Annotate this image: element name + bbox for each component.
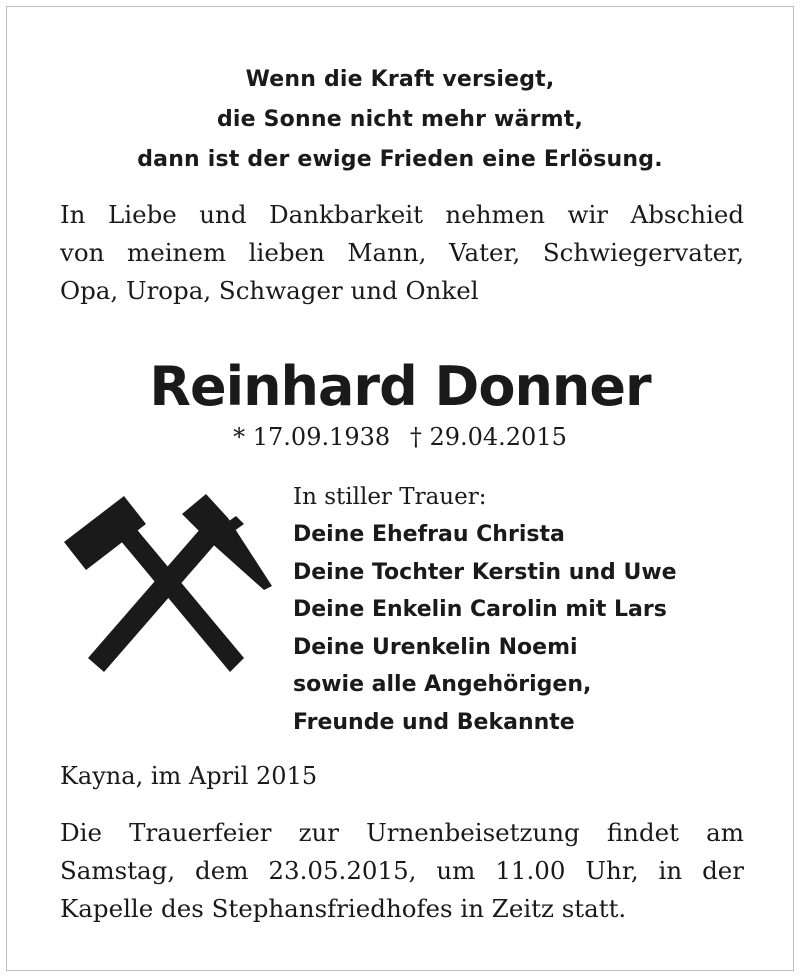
mourner-entry: Deine Ehefrau Christa bbox=[293, 522, 565, 547]
place-and-date: Kayna, im April 2015 bbox=[60, 762, 318, 790]
mourners-block bbox=[293, 478, 677, 742]
intro-line: In Liebe und Dankbarkeit nehmen wir Abschied bbox=[60, 200, 744, 229]
ceremony-line: Die Trauerfeier zur Urnenbeisetzung findet am bbox=[60, 818, 744, 847]
life-dates bbox=[0, 421, 800, 453]
mourner-entry: Deine Tochter Kerstin und Uwe bbox=[293, 559, 677, 585]
motto-line: dann ist der ewige Frieden eine Erlösung. bbox=[137, 147, 663, 172]
motto-line: die Sonne nicht mehr wärmt, bbox=[216, 107, 584, 132]
deceased-name: Reinhard Donner bbox=[149, 355, 651, 418]
mourners-label: In stiller Trauer: bbox=[293, 484, 487, 510]
mourner-entry: Freunde und Bekannte bbox=[293, 709, 575, 735]
mourner-entry: sowie alle Angehörigen, bbox=[293, 672, 592, 698]
motto-verse bbox=[0, 60, 800, 180]
crossed-hammers-icon bbox=[58, 490, 276, 678]
mourner-entry: Deine Enkelin Carolin mit Lars bbox=[293, 597, 667, 623]
ceremony-line: Kapelle des Stephansfriedhofes in Zeitz statt. bbox=[60, 894, 627, 923]
birth-date: * 17.09.1938 bbox=[233, 423, 391, 451]
intro-text bbox=[60, 196, 744, 310]
ceremony-line: Samstag, dem 23.05.2015, um 11.00 Uhr, in der bbox=[60, 856, 744, 885]
motto-line: Wenn die Kraft versiegt, bbox=[245, 67, 555, 92]
intro-line: Opa, Uropa, Schwager und Onkel bbox=[60, 276, 479, 305]
mourner-entry: Deine Urenkelin Noemi bbox=[293, 634, 578, 660]
ceremony-notice bbox=[60, 814, 744, 928]
intro-line: von meinem lieben Mann, Vater, Schwiegervater, bbox=[60, 238, 744, 267]
death-date: † 29.04.2015 bbox=[409, 423, 567, 451]
